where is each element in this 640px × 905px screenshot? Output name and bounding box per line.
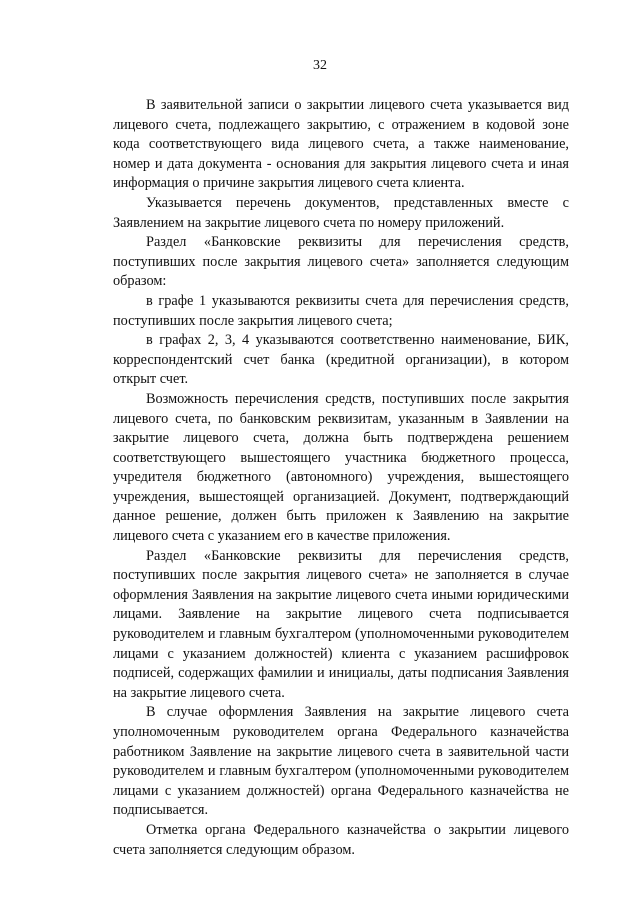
paragraph-transfer-possibility: Возможность перечисления средств, поступивших после закрытия лицевого счета, по банковским реквизитам, указанным в Заявлении на закрытие лицевого счета, должна быть подтверждена решением соответствующего вышестоящего участника бюджетного процесса, учредителя бюджетного (автономного) учреждения, вышестоящего учреждения, вышестоящей организацией. Документ, подтверждающий данное решение, должен быть приложен к Заявлению на закрытие лицевого счета с указанием его в качестве приложения. [113,390,569,545]
document-body [113,96,569,860]
page-number: 32 [313,58,327,73]
paragraph-column-1: в графе 1 указываются реквизиты счета для перечисления средств, поступивших после закрытия лицевого счета; [113,292,569,329]
paragraph-bank-details-section: Раздел «Банковские реквизиты для перечисления средств, поступивших после закрытия лицевого счета» заполняется следующим образом: [113,234,569,290]
paragraph-columns-2-3-4: в графах 2, 3, 4 указываются соответственно наименование, БИК, корреспондентский счет банка (кредитной организации), в котором открыт счет. [113,332,569,388]
paragraph-authorized-employee: В случае оформления Заявления на закрытие лицевого счета уполномоченным руководителем органа Федерального казначейства работником Заявление на закрытие лицевого счета в заявительной части руководителем и главным бухгалтером (уполномоченными руководителем лицами с указанием должностей) органа Федерального казначейства не подписывается. [113,704,569,819]
paragraph-treasury-mark: Отметка органа Федерального казначейства о закрытии лицевого счета заполняется следующим образом. [113,821,569,858]
paragraph-document-list: Указывается перечень документов, представленных вместе с Заявлением на закрытие лицевого счета по номеру приложений. [113,194,569,231]
paragraph-section-not-filled: Раздел «Банковские реквизиты для перечисления средств, поступивших после закрытия лицевого счета» не заполняется в случае оформления Заявления на закрытие лицевого счета иными юридическими лицами. Заявление на закрытие лицевого счета подписывается руководителем и главным бухгалтером (уполномоченными руководителем лицами с указанием должностей) клиента с указанием расшифровок подписей, содержащих фамилии и инициалы, даты подписания Заявления на закрытие лицевого счета. [113,547,569,701]
paragraph-closure-note: В заявительной записи о закрытии лицевого счета указывается вид лицевого счета, подлежащего закрытию, с отражением в кодовой зоне кода соответствующего вида лицевого счета, а также наименование, номер и дата документа - основания для закрытия лицевого счета и иная информация о причине закрытия лицевого счета клиента. [113,97,569,192]
